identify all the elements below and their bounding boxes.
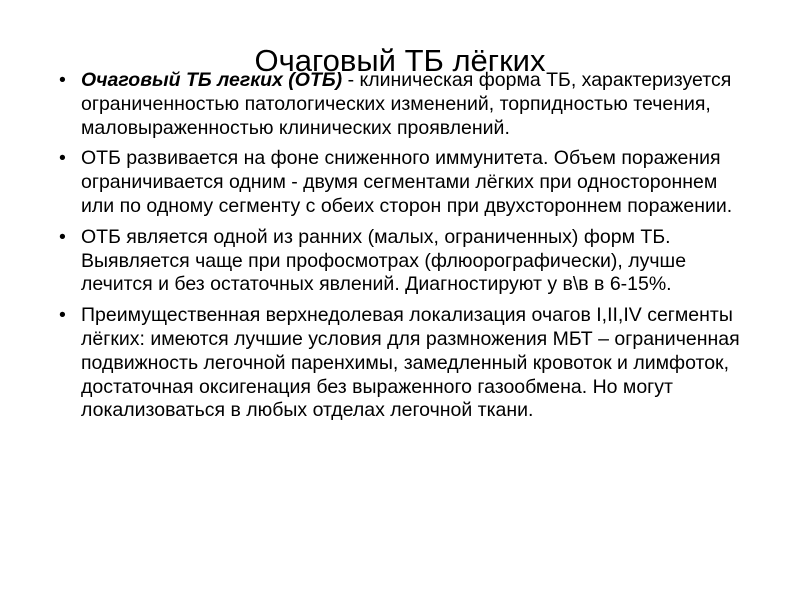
bullet-marker: • [59, 69, 66, 91]
bullet-item [59, 304, 741, 423]
slide-title: Очаговый ТБ лёгких [254, 42, 546, 78]
bullet-item [59, 69, 741, 140]
bullet-text: - клиническая форма ТБ, характеризуется ограниченностью патологических изменений, торпидностью течения, маловыраженностью клинических проявлений. [81, 69, 732, 139]
bullet-marker: • [59, 147, 66, 170]
bullet-text: Преимущественная верхнедолевая локализация очагов I,II,IV сегменты лёгких: имеются лучшие условия для размножения МБТ – ограниченная подвижность легочной паренхимы, замедленный кровоток и лимфоток, достаточная оксигенация без выраженного газообмена. Но могут локализоваться в любых отделах легочной ткани. [81, 304, 740, 422]
bullet-item [59, 225, 741, 297]
bullet-item [59, 147, 741, 218]
bullet-marker: • [59, 225, 66, 248]
bullet-term: Очаговый ТБ легких (ОТБ) [81, 69, 343, 91]
bullet-text: ОТБ развивается на фоне сниженного иммунитета. Объем поражения ограничивается одним - двумя сегментами лёгких при одностороннем или по одному сегменту с обеих сторон при двухстороннем поражении. [81, 147, 733, 217]
bullet-marker: • [59, 304, 66, 327]
bullet-text: ОТБ является одной из ранних (малых, ограниченных) форм ТБ. Выявляется чаще при профосмотрах (флюорографически), лучше лечится и без остаточных явлений. Диагностируют у в\в в 6-15%. [81, 225, 687, 296]
bullet-list [59, 69, 741, 430]
